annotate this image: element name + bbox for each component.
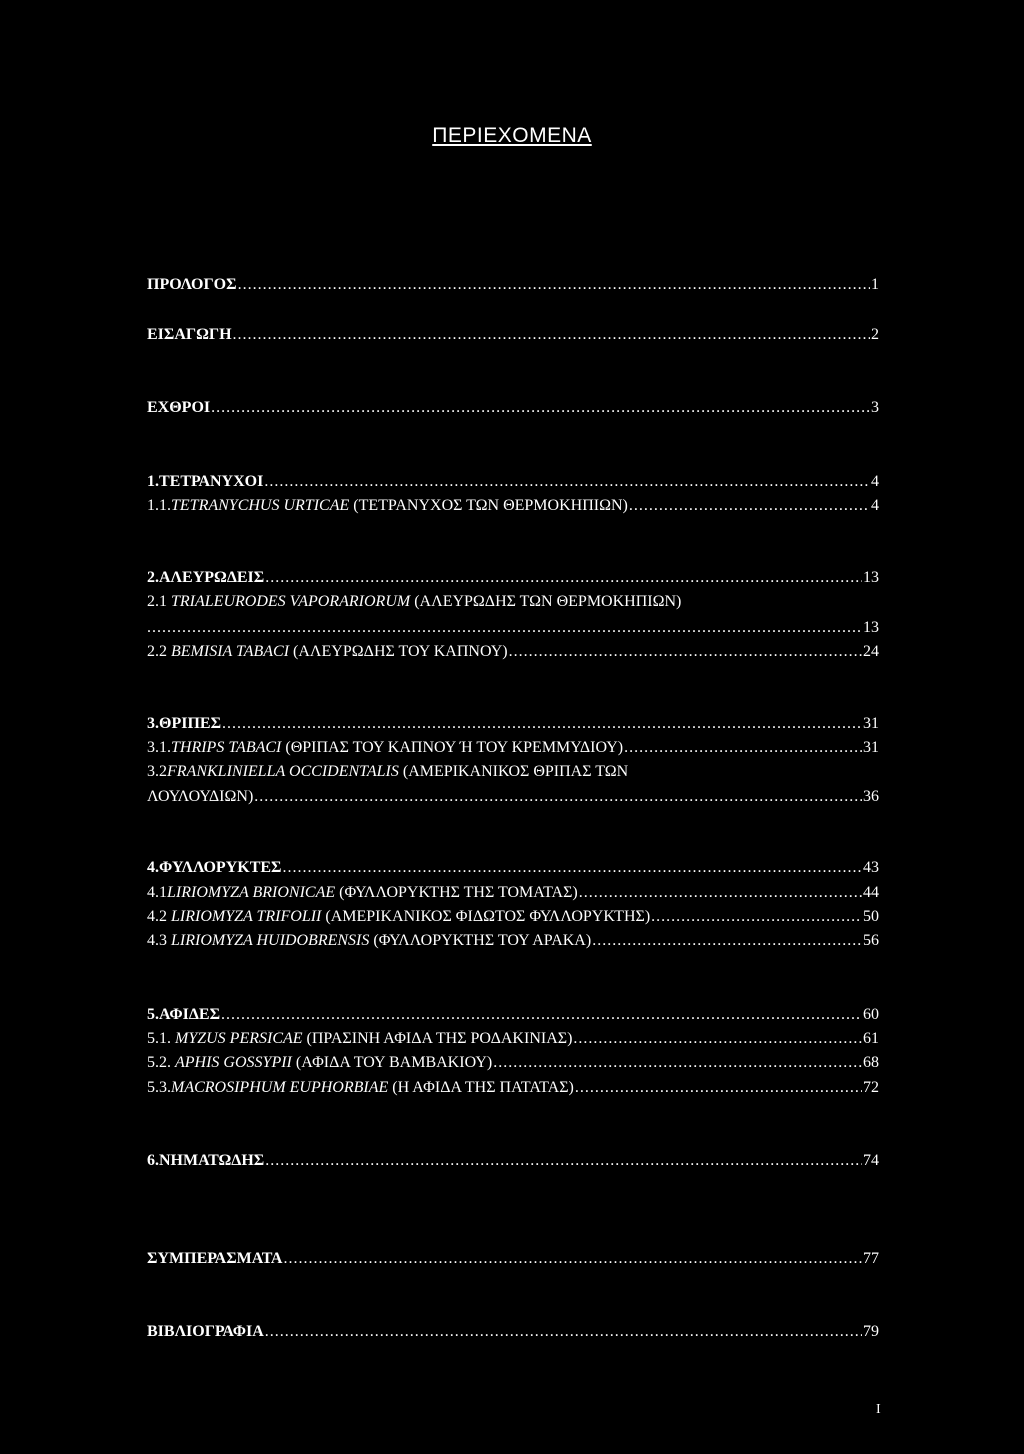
toc-desc: (ΤΕΤΡΑΝΥΧΟΣ ΤΩΝ ΘΕΡΜΟΚΗΠΙΩΝ) [349,497,628,514]
leader-dots [221,1005,862,1025]
toc-entry-3-2[interactable] [147,787,879,807]
toc-species: THRIPS TABACI [171,739,282,756]
toc-species: TRIALEURODES VAPORARIORUM [171,593,411,610]
toc-species: LIRIOMYZA HUIDOBRENSIS [171,932,370,949]
toc-num: 4.2 [147,908,171,925]
toc-species: APHIS GOSSYPII [175,1054,292,1071]
toc-entry-eisagogi[interactable] [147,325,879,345]
toc-entry-2-2[interactable] [147,642,879,662]
toc-page: 4 [871,497,879,514]
toc-num: 5.2. [147,1054,175,1071]
toc-page: 77 [863,1250,879,1267]
toc-page: 60 [863,1006,879,1023]
toc-entry-5-3[interactable] [147,1078,879,1098]
toc-page: 72 [863,1079,879,1096]
leader-dots [211,398,870,418]
leader-dots [592,931,862,951]
toc-page: 61 [863,1030,879,1047]
toc-entry-symperasmata[interactable] [147,1249,879,1269]
page-number: I [876,1402,881,1417]
toc-entry-thripes[interactable] [147,714,879,734]
toc-page: 13 [863,619,879,636]
toc-entry-nimatodis[interactable] [147,1151,879,1171]
leader-dots [573,1029,862,1049]
toc-entry-aleyrodeis[interactable] [147,568,879,588]
toc-page: 31 [863,715,879,732]
leader-dots [265,1322,862,1342]
toc-page: 79 [863,1323,879,1340]
toc-num: 4.3 [147,932,171,949]
toc-label: 5.ΑΦΙΔΕΣ [147,1006,221,1023]
toc-desc: (ΦΥΛΛΟΡΥΚΤΗΣ ΤΟΥ ΑΡΑΚΑ) [369,932,592,949]
toc-entry-afides[interactable] [147,1005,879,1025]
toc-num: 3.2 [147,763,167,780]
toc-label: 6.ΝΗΜΑΤΩΔΗΣ [147,1152,265,1169]
toc-page: 2 [871,326,879,343]
toc-num: 4.1 [147,884,167,901]
leader-dots [629,496,870,516]
toc-page: 50 [863,908,879,925]
toc-species: MYZUS PERSICAE [175,1030,303,1047]
toc-entry-4-3[interactable] [147,931,879,951]
toc-entry-5-2[interactable] [147,1053,879,1073]
toc-entry-2-1[interactable] [147,618,879,638]
toc-entry-vivliografia[interactable] [147,1322,879,1342]
toc-species: TETRANYCHUS URTICAE [171,497,350,514]
toc-desc: (ΠΡΑΣΙΝΗ ΑΦΙΔΑ ΤΗΣ ΡΟΔΑΚΙΝΙΑΣ) [302,1030,573,1047]
toc-label: ΠΡΟΛΟΓΟΣ [147,276,237,293]
toc-num: 1.1. [147,497,171,514]
toc-page: 24 [863,643,879,660]
toc-label: ΣΥΜΠΕΡΑΣΜΑΤΑ [147,1250,283,1267]
leader-dots [493,1053,862,1073]
toc-label: 1.ΤΕΤΡΑΝΥΧΟΙ [147,473,264,490]
toc-entry-4-1[interactable] [147,883,879,903]
toc-page: 4 [871,473,879,490]
leader-dots [651,907,862,927]
toc-desc: (ΑΦΙΔΑ ΤΟΥ ΒΑΜΒΑΚΙΟΥ) [291,1054,493,1071]
toc-desc: (ΑΛΕΥΡΩΔΗΣ ΤΟΥ ΚΑΠΝΟΥ) [289,643,508,660]
toc-page: 31 [863,739,879,756]
toc-desc: (ΑΛΕΥΡΩΔΗΣ ΤΩΝ ΘΕΡΜΟΚΗΠΙΩΝ) [410,593,682,610]
toc-entry-3-2-line1 [147,762,628,782]
leader-dots [575,1078,862,1098]
toc-entry-tetranyxoi[interactable] [147,472,879,492]
toc-desc: (ΘΡΙΠΑΣ ΤΟΥ ΚΑΠΝΟΥ Ή ΤΟΥ ΚΡΕΜΜΥΔΙΟΥ) [281,739,624,756]
toc-desc: (ΦΥΛΛΟΡΥΚΤΗΣ ΤΗΣ ΤΟΜΑΤΑΣ) [335,884,578,901]
leader-dots [624,738,862,758]
leader-dots [238,275,870,295]
toc-entry-fyllorykes[interactable] [147,858,879,878]
toc-label: ΒΙΒΛΙΟΓΡΑΦΙΑ [147,1323,264,1340]
leader-dots [254,787,862,807]
toc-species: LIRIOMYZA TRIFOLII [171,908,322,925]
toc-species: LIRIOMYZA BRIONICAE [167,884,336,901]
leader-dots [579,883,862,903]
leader-dots [509,642,862,662]
toc-label: 4.ΦΥΛΛΟΡΥΚΤΕΣ [147,859,282,876]
toc-desc: (ΑΜΕΡΙΚΑΝΙΚΟΣ ΘΡΙΠΑΣ ΤΩΝ [398,763,629,780]
toc-page: 68 [863,1054,879,1071]
toc-entry-3-1[interactable] [147,738,879,758]
toc-desc: (ΑΜΕΡΙΚΑΝΙΚΟΣ ΦΙΔΩΤΟΣ ΦΥΛΛΟΡΥΚΤΗΣ) [321,908,651,925]
toc-page: 74 [863,1152,879,1169]
toc-page: 3 [871,399,879,416]
toc-page: 13 [863,569,879,586]
toc-desc-cont: ΛΟΥΛΟΥΔΙΩΝ) [147,788,254,805]
leader-dots [265,568,862,588]
toc-page: 44 [863,884,879,901]
leader-dots [283,858,863,878]
toc-num: 3.1. [147,739,171,756]
toc-entry-1-1[interactable] [147,496,879,516]
toc-desc: (Η ΑΦΙΔΑ ΤΗΣ ΠΑΤΑΤΑΣ) [388,1079,574,1096]
toc-page: 56 [863,932,879,949]
leader-dots [222,714,862,734]
toc-label: ΕΧΘΡΟΙ [147,399,211,416]
leader-dots [264,472,870,492]
toc-page: 36 [863,788,879,805]
toc-entry-4-2[interactable] [147,907,879,927]
toc-num: 2.1 [147,593,171,610]
toc-page: 43 [863,859,879,876]
toc-num: 5.3. [147,1079,171,1096]
leader-dots [233,325,870,345]
leader-dots [147,618,862,638]
toc-species: FRANKLINIELLA OCCIDENTALIS [167,763,399,780]
page-title: ΠΕΡΙΕΧΟΜΕΝΑ [432,124,592,147]
leader-dots [265,1151,862,1171]
toc-entry-5-1[interactable] [147,1029,879,1049]
toc-page: 1 [871,276,879,293]
leader-dots [283,1249,862,1269]
toc-label: 2.ΑΛΕΥΡΩΔΕΙΣ [147,569,265,586]
toc-entry-prologos[interactable] [147,275,879,295]
toc-entry-exthroi[interactable] [147,398,879,418]
toc-num: 5.1. [147,1030,175,1047]
toc-num: 2.2 [147,643,171,660]
toc-label: ΕΙΣΑΓΩΓΗ [147,326,232,343]
toc-label: 3.ΘΡΙΠΕΣ [147,715,222,732]
toc-entry-2-1-line1 [147,592,681,612]
toc-species: MACROSIPHUM EUPHORBIAE [171,1079,389,1096]
toc-species: BEMISIA TABACI [171,643,290,660]
